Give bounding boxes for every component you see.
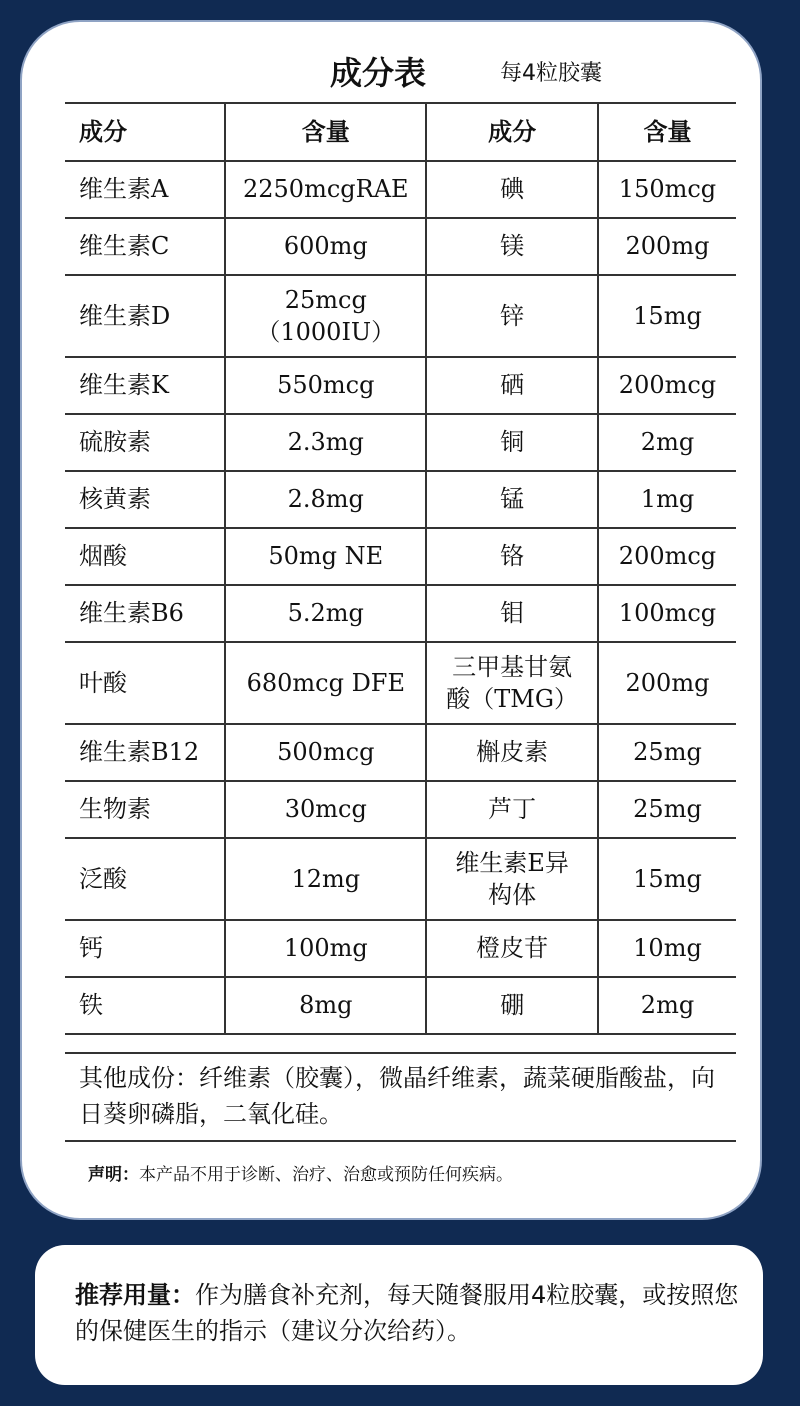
ingredient-amount: 680mcg DFE: [225, 642, 426, 724]
ingredient-amount: 25mcg （1000IU）: [225, 275, 426, 357]
ingredient-name: 硒: [426, 357, 598, 414]
ingredient-name: 生物素: [65, 781, 225, 838]
table-row: [65, 218, 736, 275]
ingredient-amount: 30mcg: [225, 781, 426, 838]
table-title: 成分表: [330, 54, 427, 92]
ingredient-name: 三甲基甘氨 酸（TMG）: [426, 642, 598, 724]
ingredient-name: 维生素B6: [65, 585, 225, 642]
ingredient-name: 维生素E异 构体: [426, 838, 598, 920]
ingredients-table: [65, 102, 736, 1035]
ingredient-amount: 2mg: [598, 414, 736, 471]
ingredient-name: 铬: [426, 528, 598, 585]
ingredient-amount: 200mcg: [598, 528, 736, 585]
ingredient-amount: 5.2mg: [225, 585, 426, 642]
disclaimer-text: 本产品不用于诊断、治疗、治愈或预防任何疾病。: [139, 1165, 513, 1185]
ingredient-name: 泛酸: [65, 838, 225, 920]
table-row: [65, 781, 736, 838]
other-ingredients: 其他成份：纤维素（胶囊），微晶纤维素，蔬菜硬脂酸盐，向日葵卵磷脂，二氧化硅。: [65, 1052, 736, 1142]
table-row: [65, 161, 736, 218]
ingredient-name: 钼: [426, 585, 598, 642]
table-row: [65, 977, 736, 1034]
ingredient-amount: 200mcg: [598, 357, 736, 414]
ingredient-amount: 100mcg: [598, 585, 736, 642]
ingredient-amount: 550mcg: [225, 357, 426, 414]
ingredient-name: 维生素A: [65, 161, 225, 218]
header-ingredient-2: 成分: [426, 103, 598, 161]
disclaimer: [88, 1160, 513, 1185]
ingredient-name: 铁: [65, 977, 225, 1034]
table-row: [65, 724, 736, 781]
ingredient-amount: 25mg: [598, 724, 736, 781]
ingredient-name: 锰: [426, 471, 598, 528]
disclaimer-label: 声明：: [88, 1165, 139, 1185]
dosage-card: [35, 1245, 763, 1385]
ingredient-amount: 15mg: [598, 275, 736, 357]
table-row: [65, 414, 736, 471]
ingredient-amount: 500mcg: [225, 724, 426, 781]
table-row: [65, 275, 736, 357]
ingredient-name: 橙皮苷: [426, 920, 598, 977]
ingredient-name: 维生素C: [65, 218, 225, 275]
ingredient-amount: 200mg: [598, 218, 736, 275]
dosage-text: [75, 1277, 745, 1349]
ingredient-name: 硫胺素: [65, 414, 225, 471]
table-row: [65, 920, 736, 977]
ingredient-amount: 1mg: [598, 471, 736, 528]
ingredient-name: 维生素D: [65, 275, 225, 357]
table-header-row: [65, 103, 736, 161]
ingredient-amount: 50mg NE: [225, 528, 426, 585]
ingredient-name: 槲皮素: [426, 724, 598, 781]
ingredient-name: 维生素B12: [65, 724, 225, 781]
ingredient-amount: 600mg: [225, 218, 426, 275]
ingredient-amount: 2mg: [598, 977, 736, 1034]
table-row: [65, 585, 736, 642]
dosage-label: 推荐用量：: [75, 1281, 195, 1309]
table-row: [65, 642, 736, 724]
table-row: [65, 357, 736, 414]
ingredient-name: 芦丁: [426, 781, 598, 838]
ingredient-amount: 100mg: [225, 920, 426, 977]
header-ingredient-1: 成分: [65, 103, 225, 161]
ingredient-amount: 2250mcgRAE: [225, 161, 426, 218]
ingredient-name: 核黄素: [65, 471, 225, 528]
ingredient-name: 烟酸: [65, 528, 225, 585]
dosage-instructions: 作为膳食补充剂，每天随餐服用4粒胶囊，或按照您的保健医生的指示（建议分次给药）。: [75, 1281, 739, 1345]
ingredient-amount: 10mg: [598, 920, 736, 977]
ingredient-amount: 15mg: [598, 838, 736, 920]
ingredient-name: 铜: [426, 414, 598, 471]
ingredient-amount: 25mg: [598, 781, 736, 838]
ingredient-name: 镁: [426, 218, 598, 275]
serving-size: 每4粒胶囊: [500, 61, 602, 86]
ingredient-name: 碘: [426, 161, 598, 218]
ingredient-amount: 150mcg: [598, 161, 736, 218]
ingredient-name: 钙: [65, 920, 225, 977]
table-row: [65, 471, 736, 528]
header-amount-2: 含量: [598, 103, 736, 161]
table-row: [65, 838, 736, 920]
ingredient-name: 锌: [426, 275, 598, 357]
ingredient-amount: 2.3mg: [225, 414, 426, 471]
ingredient-name: 硼: [426, 977, 598, 1034]
ingredient-amount: 200mg: [598, 642, 736, 724]
table-row: [65, 528, 736, 585]
ingredient-name: 叶酸: [65, 642, 225, 724]
ingredient-name: 维生素K: [65, 357, 225, 414]
title-row: [0, 48, 800, 98]
header-amount-1: 含量: [225, 103, 426, 161]
ingredient-amount: 2.8mg: [225, 471, 426, 528]
ingredient-amount: 12mg: [225, 838, 426, 920]
ingredient-amount: 8mg: [225, 977, 426, 1034]
